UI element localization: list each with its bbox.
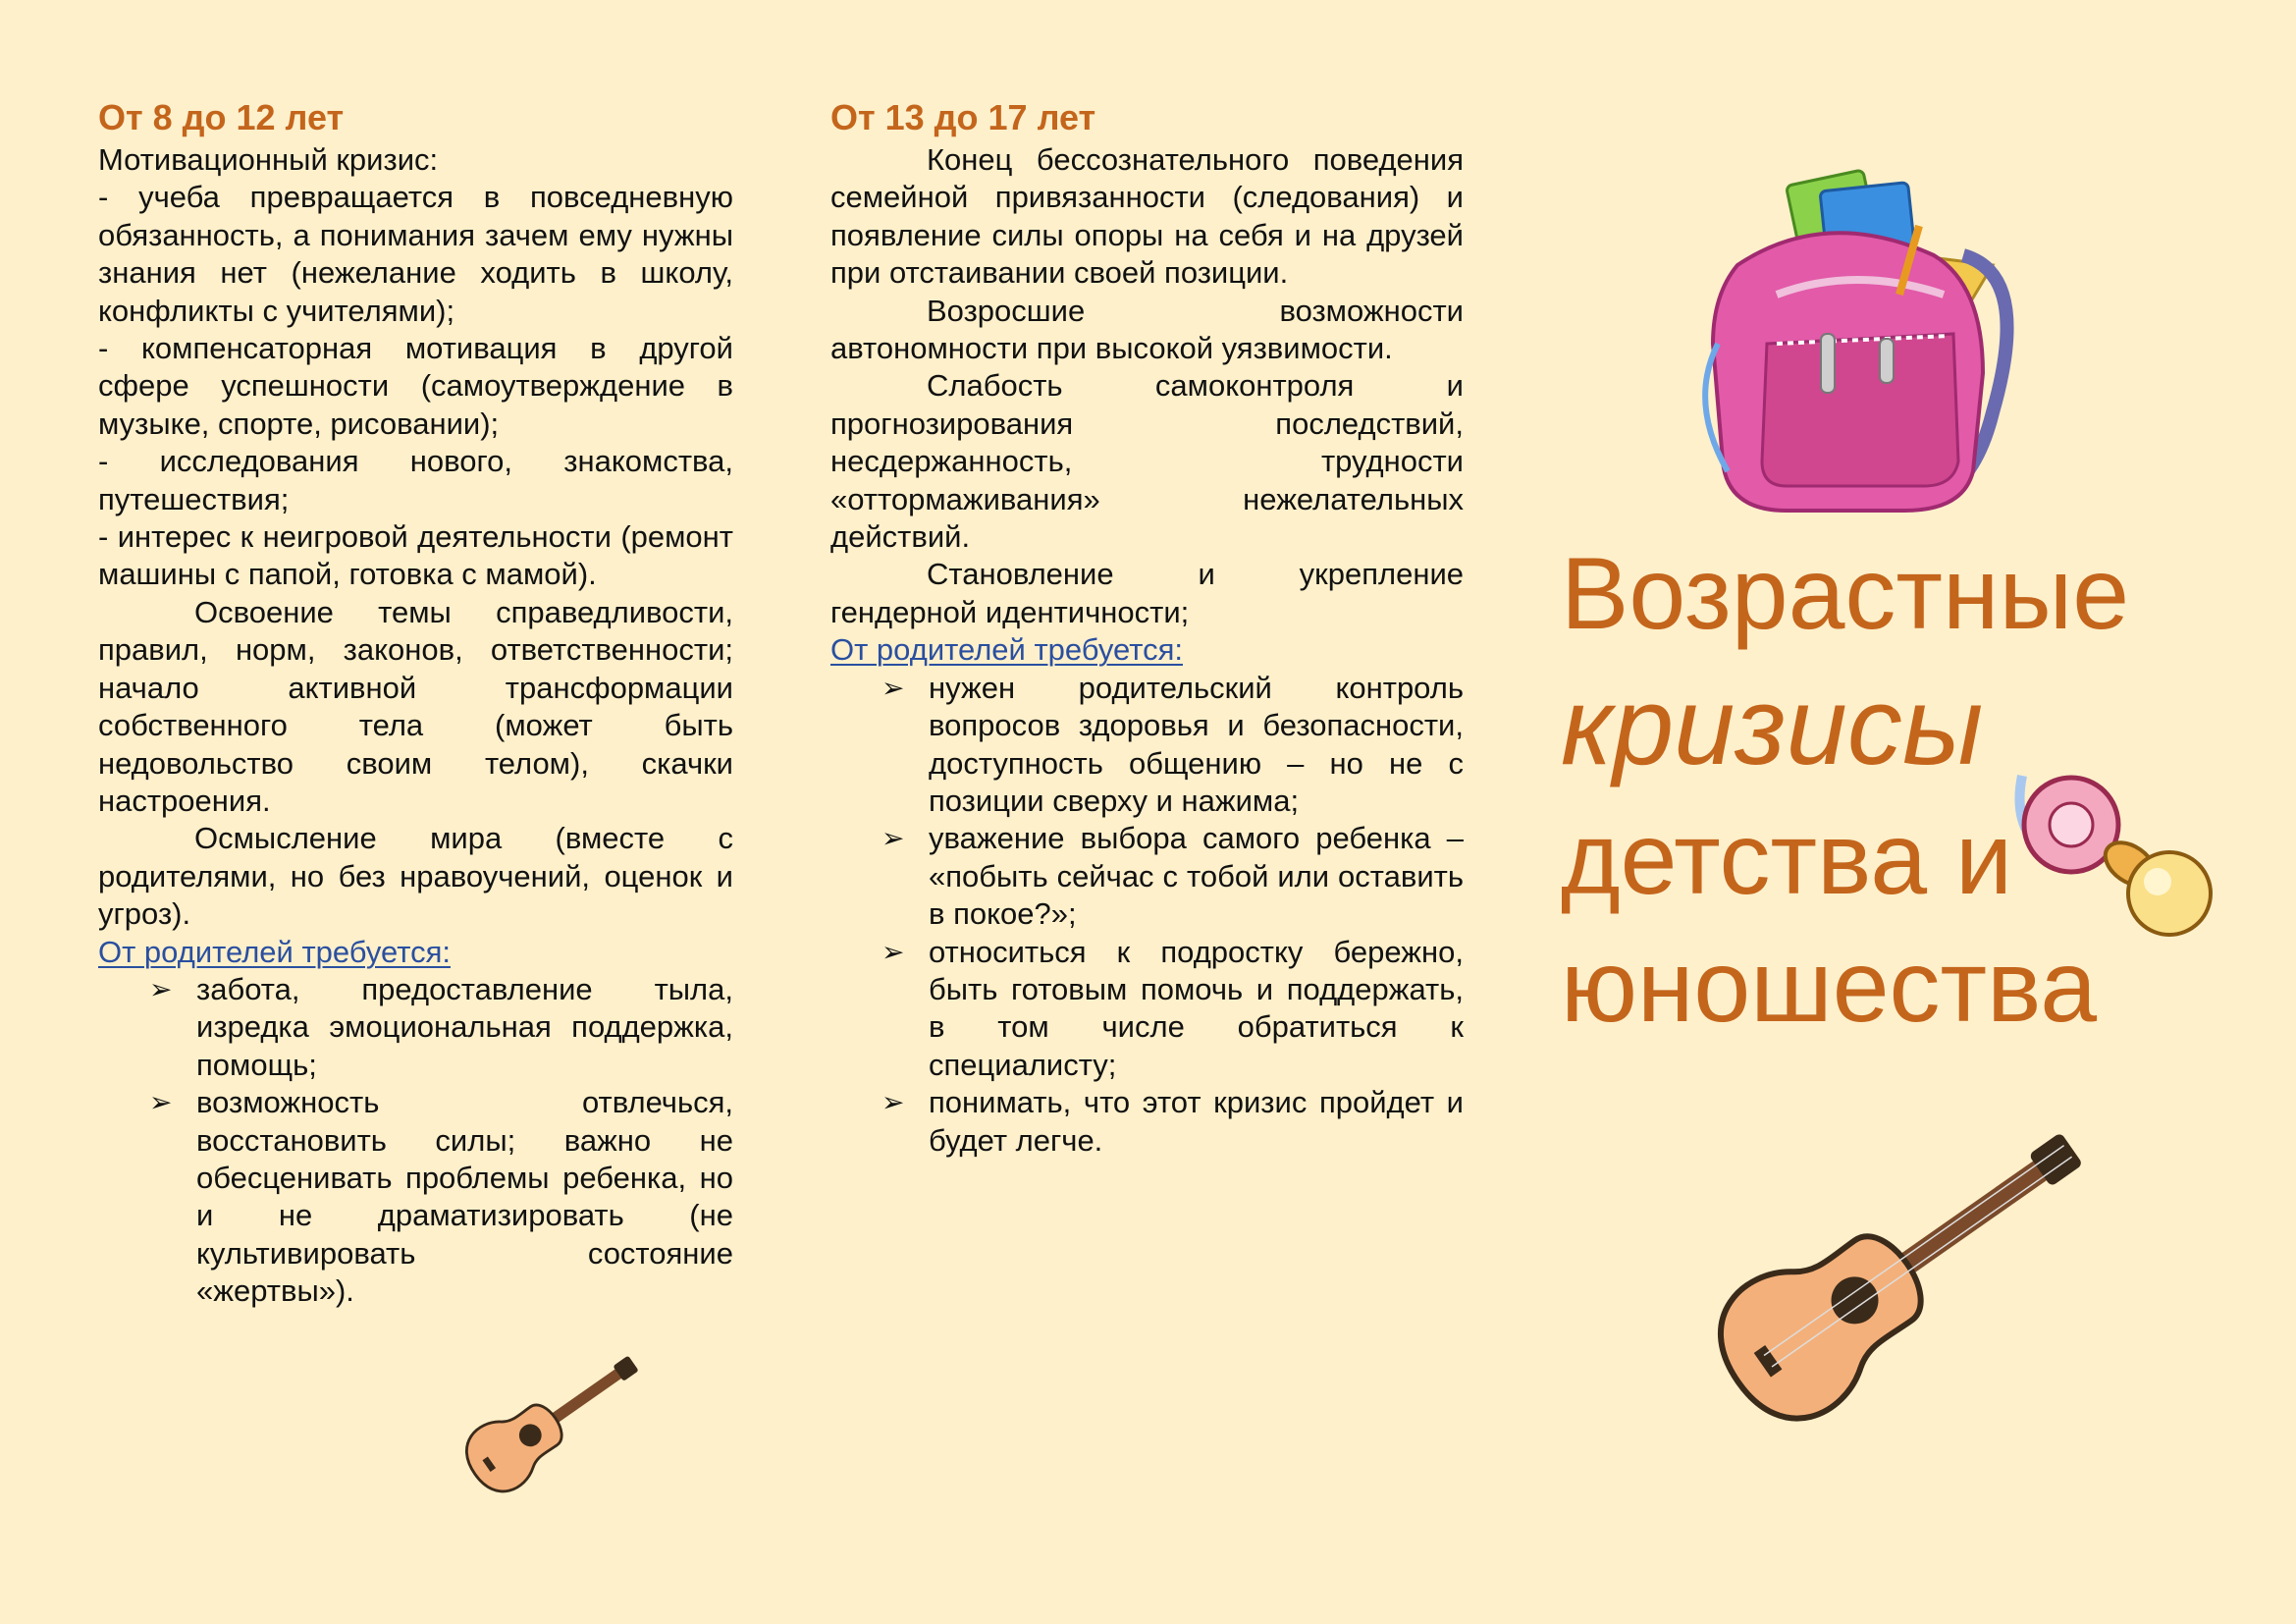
column-8-12 bbox=[98, 94, 733, 1311]
paragraph: Конец бессознательного поведения семейной привязанности (следования) и появление силы опоры на себя и на друзей при отстаивании своей позиции. bbox=[830, 142, 1464, 291]
arrow-bullet-icon: ➢ bbox=[149, 1086, 173, 1119]
dash-item: - учеба превращается в повседневную обязанность, а понимания зачем ему нужны знания нет (нежелание ходить в школу, конфликты с учителями); bbox=[98, 180, 733, 328]
parents-requirements-link[interactable]: От родителей требуется: bbox=[830, 632, 1183, 668]
list-item: ➢ забота, предоставление тыла, изредка эмоциональная поддержка, помощь; bbox=[149, 971, 733, 1082]
list-item: ➢ относиться к подростку бережно, быть готовым помочь и поддержать, в том числе обратиться к специалисту; bbox=[881, 934, 1464, 1082]
title-line: юношества bbox=[1561, 930, 2098, 1044]
paragraph: Освоение темы справедливости, правил, норм, законов, ответственности; начало активной трансформации собственного тела (может быть недовольство своим телом), скачки настроения. bbox=[98, 594, 733, 818]
arrow-bullet-icon: ➢ bbox=[881, 822, 905, 855]
guitar-illustration bbox=[422, 1335, 658, 1522]
dash-item: - компенсаторная мотивация в другой сфере успешности (самоутверждение в музыке, спорте, рисовании); bbox=[98, 331, 733, 441]
requirements-list bbox=[830, 670, 1464, 1160]
arrow-bullet-icon: ➢ bbox=[881, 1086, 905, 1119]
title-line: Возрастные bbox=[1561, 537, 2130, 651]
list-item: ➢ уважение выбора самого ребенка – «побыть сейчас с тобой или оставить в покое?»; bbox=[881, 821, 1464, 932]
guitar-illustration bbox=[1629, 1090, 2120, 1483]
backpack-illustration bbox=[1669, 147, 2061, 530]
dash-item: - интерес к неигровой деятельности (ремонт машины с папой, готовка с мамой). bbox=[98, 519, 733, 592]
arrow-bullet-icon: ➢ bbox=[881, 671, 905, 704]
heading-13-17: От 13 до 17 лет bbox=[830, 97, 1096, 137]
list-item: ➢ возможность отвлечься, восстановить силы; важно не обесценивать проблемы ребенка, но и не драматизировать (не культивировать состояние «жертвы»). bbox=[149, 1085, 733, 1309]
title-line: детства и bbox=[1561, 802, 2013, 916]
arrow-bullet-icon: ➢ bbox=[881, 935, 905, 968]
arrow-bullet-icon: ➢ bbox=[149, 972, 173, 1005]
paragraph: Осмысление мира (вместе с родителями, но без нравоучений, оценок и угроз). bbox=[98, 821, 733, 932]
dash-item: - исследования нового, знакомства, путешествия; bbox=[98, 444, 733, 516]
intro-text: Мотивационный кризис: bbox=[98, 142, 439, 177]
heading-8-12: От 8 до 12 лет bbox=[98, 97, 345, 137]
requirements-list bbox=[98, 971, 733, 1311]
title-line-emphasis: кризисы bbox=[1561, 665, 1984, 787]
list-item: ➢ понимать, что этот кризис пройдет и будет легче. bbox=[881, 1085, 1464, 1158]
brochure-title bbox=[1561, 530, 2248, 1051]
parents-requirements-link[interactable]: От родителей требуется: bbox=[98, 934, 451, 969]
paragraph: Становление и укрепление гендерной идентичности; bbox=[830, 557, 1464, 629]
paragraph: Возросшие возможности автономности при высокой уязвимости. bbox=[830, 293, 1464, 366]
column-13-17 bbox=[830, 94, 1464, 1160]
paragraph: Слабость самоконтроля и прогнозирования последствий, несдержанность, трудности «оттормаживания» нежелательных действий. bbox=[830, 368, 1464, 555]
list-item: ➢ нужен родительский контроль вопросов здоровья и безопасности, доступность общению – но не с позиции сверху и нажима; bbox=[881, 670, 1464, 818]
